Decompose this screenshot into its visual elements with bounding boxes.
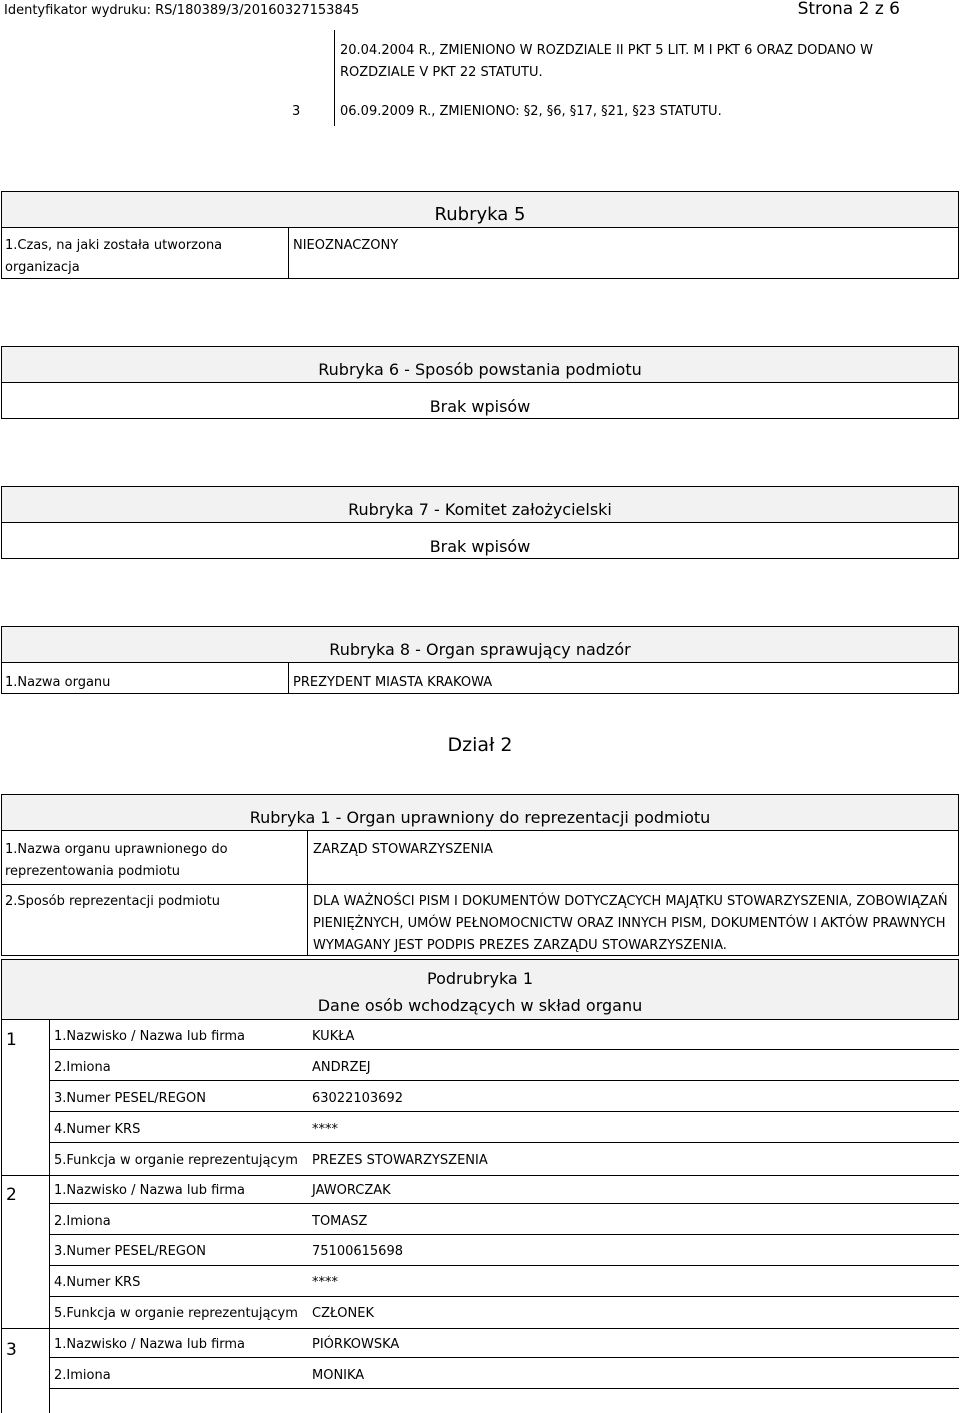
row-label: 1.Nazwisko / Nazwa lub firma bbox=[54, 1183, 246, 1198]
field-label: 1.Nazwa organu bbox=[5, 675, 111, 690]
rubryka5-header bbox=[1, 191, 959, 228]
section-title: Dział 2 bbox=[447, 734, 513, 756]
rubryka1-label-cell bbox=[1, 830, 308, 885]
row-label: 1.Nazwisko / Nazwa lub firma bbox=[54, 1029, 246, 1044]
person-number: 1 bbox=[6, 1030, 17, 1050]
row-label: 5.Funkcja w organie reprezentującym bbox=[54, 1153, 298, 1168]
row-label: 5.Funkcja w organie reprezentującym bbox=[54, 1306, 298, 1321]
print-identifier: Identyfikator wydruku: RS/180389/3/20160327153845 bbox=[4, 3, 360, 18]
rubryka8-value-cell bbox=[288, 662, 959, 694]
row-label: 4.Numer KRS bbox=[54, 1122, 141, 1137]
row-label: 3.Numer PESEL/REGON bbox=[54, 1091, 206, 1106]
row-value: 63022103692 bbox=[312, 1091, 403, 1106]
podrubryka-header bbox=[1, 959, 959, 1020]
row-label: 2.Imiona bbox=[54, 1214, 111, 1229]
field-value: ZARZĄD STOWARZYSZENIA bbox=[313, 842, 493, 857]
rubryka1-value-cell bbox=[307, 830, 959, 885]
field-value: NIEOZNACZONY bbox=[293, 238, 399, 253]
row-label: 2.Imiona bbox=[54, 1368, 111, 1383]
rubryka8-title: Rubryka 8 - Organ sprawujący nadzór bbox=[329, 640, 631, 659]
row-value: **** bbox=[312, 1122, 338, 1137]
rubryka6-body bbox=[1, 382, 959, 419]
row-value: JAWORCZAK bbox=[312, 1183, 391, 1198]
rubryka6-header bbox=[1, 346, 959, 383]
podrubryka-subtitle: Dane osób wchodzących w skład organu bbox=[317, 996, 643, 1015]
podrubryka-title: Podrubryka 1 bbox=[427, 969, 533, 988]
rubryka8-header bbox=[1, 626, 959, 663]
row-value: PIÓRKOWSKA bbox=[312, 1337, 400, 1352]
amendment-number: 3 bbox=[292, 104, 301, 119]
row-value: PREZES STOWARZYSZENIA bbox=[312, 1153, 488, 1168]
rubryka1-header bbox=[1, 794, 959, 831]
rubryka7-value: Brak wpisów bbox=[429, 537, 531, 556]
rubryka1-label-cell bbox=[1, 884, 308, 956]
row-label: 1.Nazwisko / Nazwa lub firma bbox=[54, 1337, 246, 1352]
rubryka6-title: Rubryka 6 - Sposób powstania podmiotu bbox=[318, 360, 642, 379]
rubryka5-label-cell bbox=[1, 227, 289, 279]
rubryka5-title: Rubryka 5 bbox=[434, 204, 526, 225]
amendment-text: 06.09.2009 R., ZMIENIONO: §2, §6, §17, §21, §23 STATUTU. bbox=[340, 104, 722, 119]
page-number: Strona 2 z 6 bbox=[797, 0, 900, 19]
row-value: TOMASZ bbox=[312, 1214, 368, 1229]
rubryka1-value-cell bbox=[307, 884, 959, 956]
field-label: 2.Sposób reprezentacji podmiotu bbox=[5, 894, 220, 909]
row-label: 3.Numer PESEL/REGON bbox=[54, 1244, 206, 1259]
rubryka8-label-cell bbox=[1, 662, 289, 694]
row-label: 2.Imiona bbox=[54, 1060, 111, 1075]
row-value: CZŁONEK bbox=[312, 1306, 374, 1321]
amendment-text: 20.04.2004 R., ZMIENIONO W ROZDZIALE II PKT 5 LIT. M I PKT 6 ORAZ DODANO W ROZDZIALE V PKT 22 STATUTU. bbox=[340, 43, 874, 80]
rubryka1-title: Rubryka 1 - Organ uprawniony do reprezentacji podmiotu bbox=[249, 808, 711, 827]
person-number: 3 bbox=[6, 1340, 17, 1360]
row-value: **** bbox=[312, 1275, 338, 1290]
row-value: KUKŁA bbox=[312, 1029, 355, 1044]
row-value: MONIKA bbox=[312, 1368, 365, 1383]
row-label: 4.Numer KRS bbox=[54, 1275, 141, 1290]
row-value: ANDRZEJ bbox=[312, 1060, 371, 1075]
rubryka5-value-cell bbox=[288, 227, 959, 279]
rubryka7-title: Rubryka 7 - Komitet założycielski bbox=[348, 500, 612, 519]
row-value: 75100615698 bbox=[312, 1244, 403, 1259]
person-number: 2 bbox=[6, 1185, 17, 1205]
field-label: 1.Nazwa organu uprawnionego do reprezentowania podmiotu bbox=[5, 842, 228, 879]
field-label: 1.Czas, na jaki została utworzona organizacja bbox=[5, 238, 223, 275]
rubryka6-value: Brak wpisów bbox=[429, 397, 531, 416]
field-value: PREZYDENT MIASTA KRAKOWA bbox=[293, 675, 493, 690]
rubryka7-header bbox=[1, 486, 959, 523]
field-value: DLA WAŻNOŚCI PISM I DOKUMENTÓW DOTYCZĄCYCH MAJĄTKU STOWARZYSZENIA, ZOBOWIĄZAŃ PIENIĘŻNYCH, UMÓW PEŁNOMOCNICTW ORAZ INNYCH PISM, DOKUMENTÓW I AKTÓW PRAWNYCH WYMAGANY JEST PODPIS PREZES ZARZĄDU STOWARZYSZENIA. bbox=[313, 894, 948, 953]
rubryka7-body bbox=[1, 522, 959, 559]
